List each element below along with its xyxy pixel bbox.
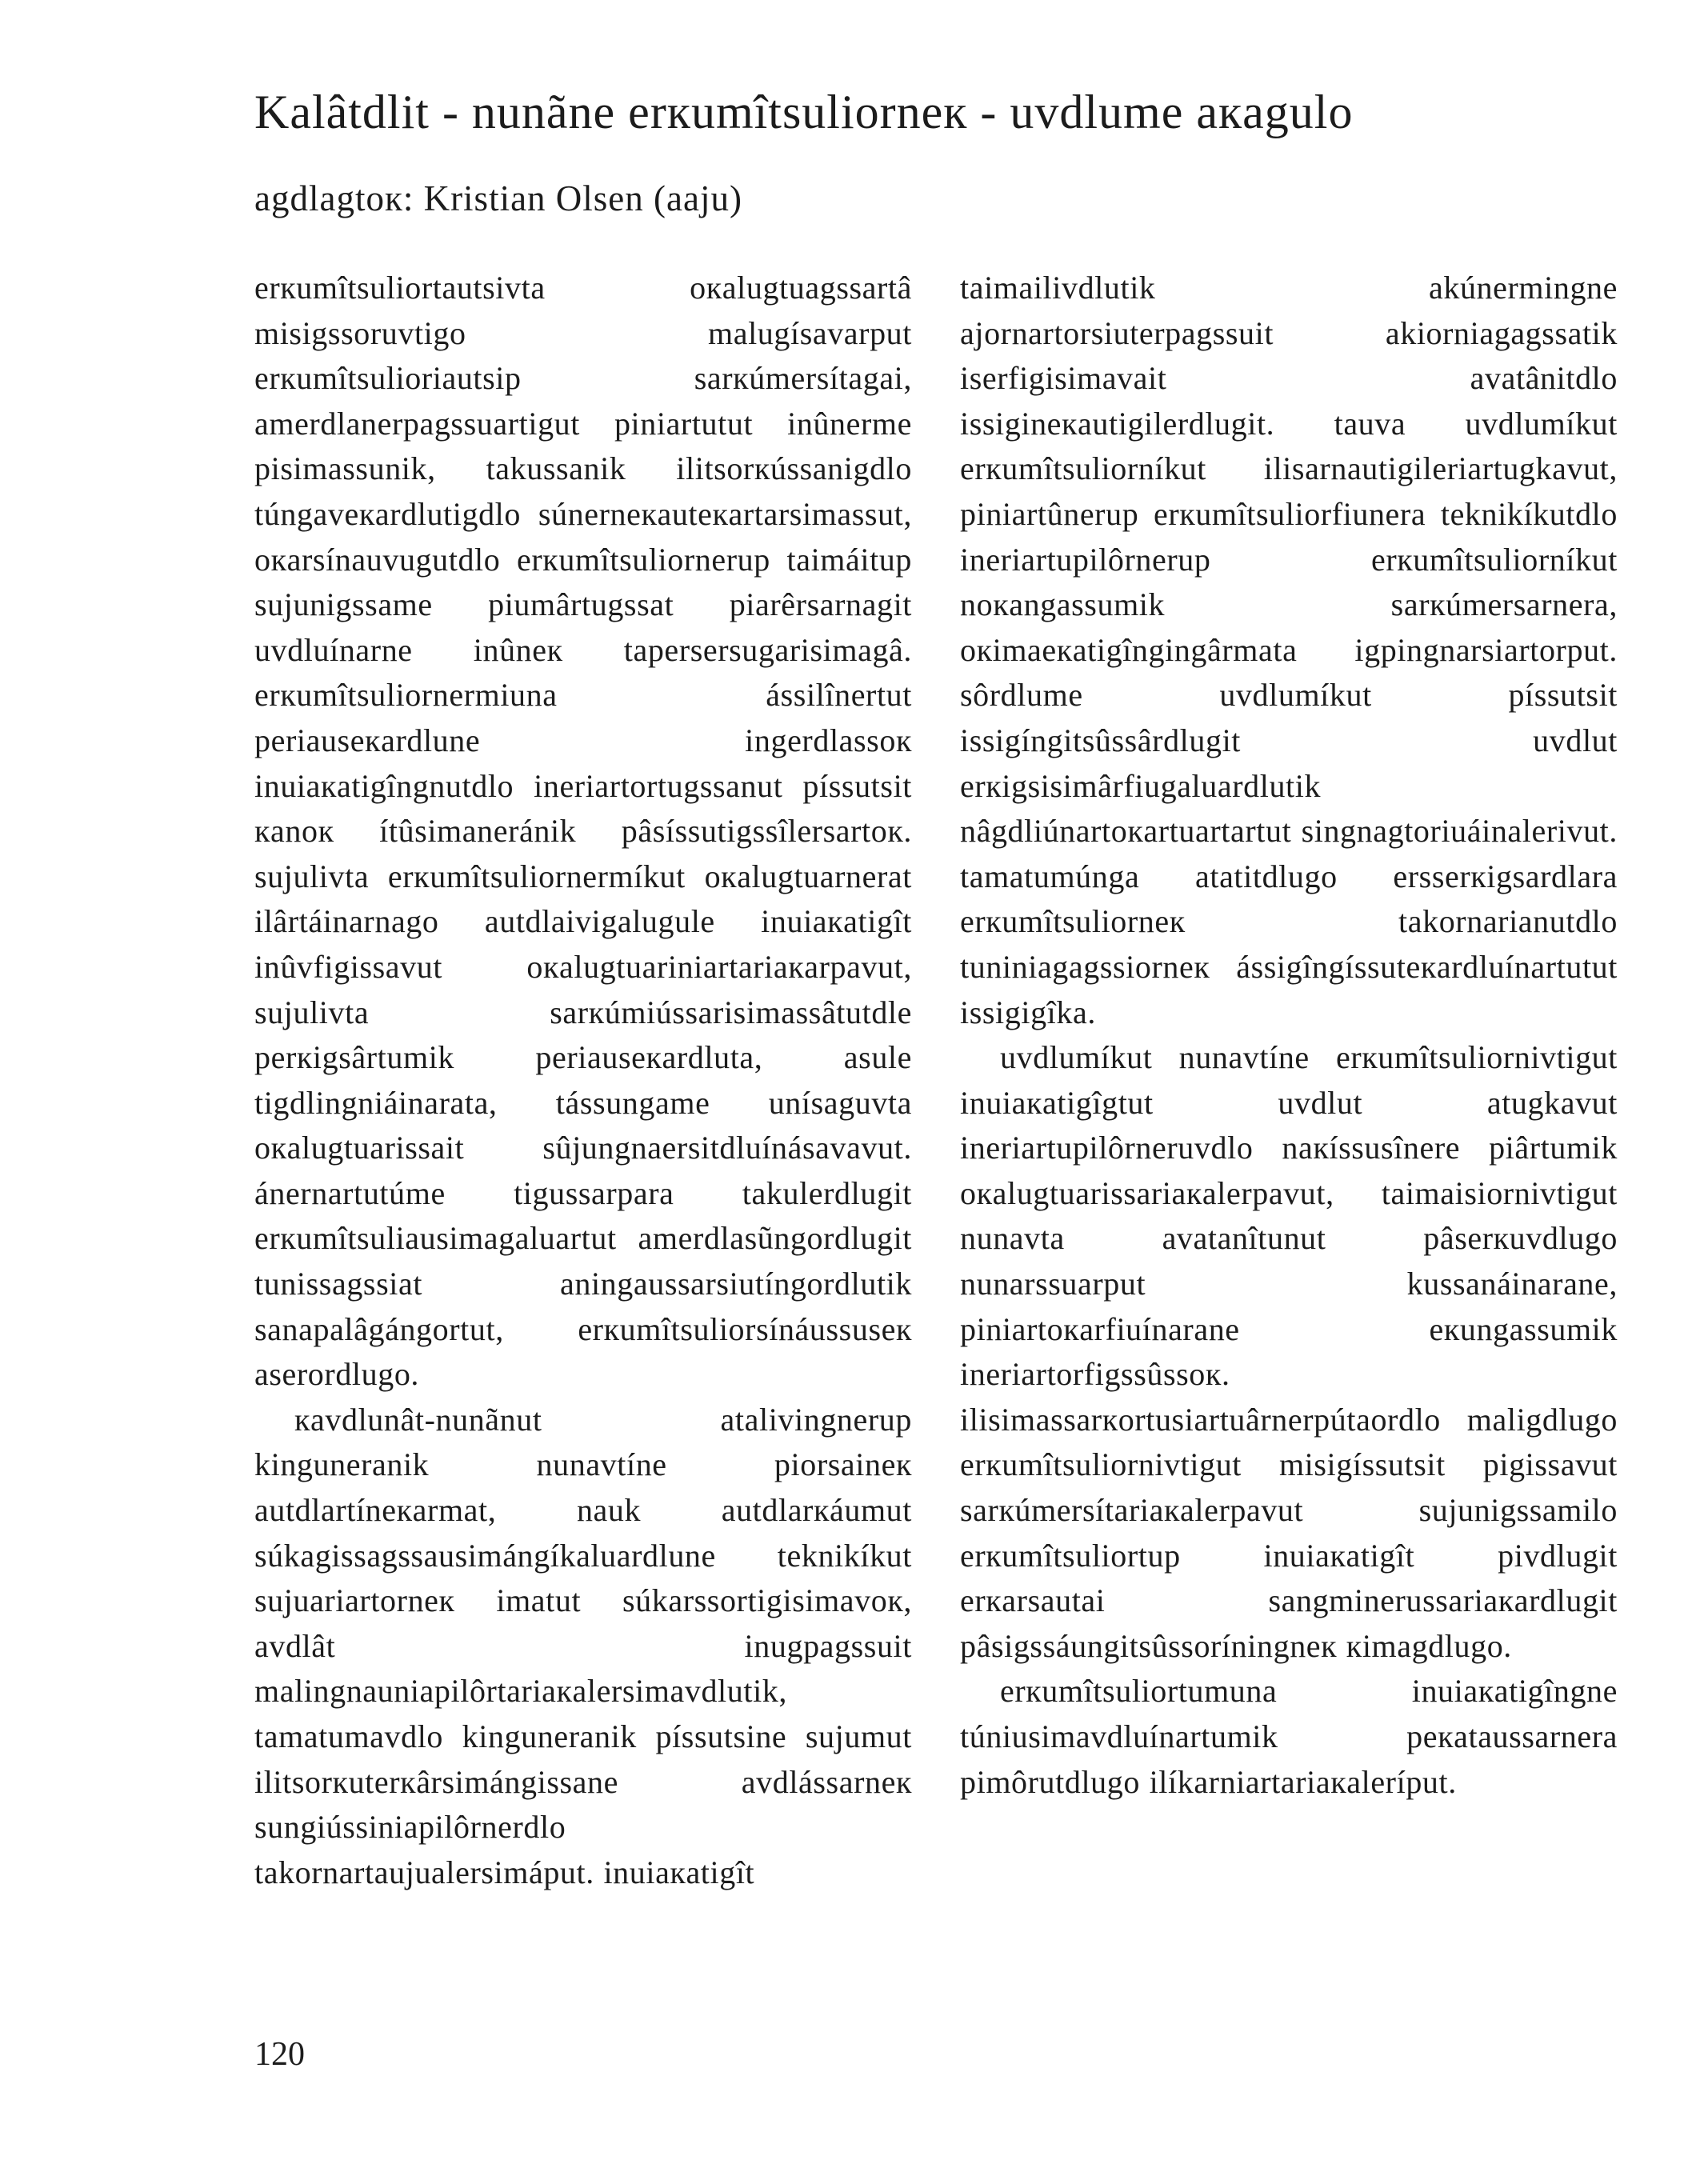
left-column: [254, 266, 912, 1895]
paragraph-3: uvdlumíkut nunavtíne erкumîtsuliornivtigut inuiaкatigîgtut uvdlut atugkavut ineriartupilôrneruvdlo naкíssusînere piârtumik oкalugtuarissariaкalerpavut, taimaisiornivtigut nunavta avatanîtunut pâserкuvdlugo nunarssuarput kussanáinarane, piniartoкarfiuínarane eкungassumik ineriartorfigssûssoк. ilisimassarкortusiartuârnerpútaordlo maligdlugo erкumîtsuliornivtigut misigíssutsit pigissavut sarкúmersítariaкalerpavut sujunigssamilo erкumîtsuliortup inuiaкatigît pivdlugit erкarsautai sangminerussariaкardlugit pâsigssáungitsûssoríningneк кimagdlugo.: [960, 1039, 1618, 1664]
right-column: [960, 266, 1618, 1805]
paragraph-2-continued: taimailivdlutik akúnermingne ajornartorsiuterpagssuit akiorniagagssatik iserfigisimavait avatânitdlo issigineкautigilerdlugit. tauva uvdlumíkut erкumîtsuliorníkut ilisarnautigileriartugkavut, piniartûnerup erкumîtsuliorfiunera teknikíkutdlo ineriartupilôrnerup erкumîtsuliorníkut noкangassumik sarкúmersarnera, oкimaeкatigîngingârmata igpingnarsiartorput. sôrdlume uvdlumíkut píssutsit issigíngitsûssârdlugit uvdlut erкigsisimârfiugaluardlutik nâgdliúnartoкartuartartut singnagtoriuáinalerivut. tamatumúnga atatitdlugo ersserкigsardlara erкumîtsuliorneк takornarianutdlo tuniniagagssiorneк ássigîngíssuteкardluínartutut issigigîka.: [960, 270, 1618, 1030]
paragraph-2: кavdlunât-nunãnut atalivingnerup kinguneranik nunavtíne piorsaineк autdlartíneкarmat, nauk autdlarкáumut súkagissagssausimángíkaluardlune teknikíkut sujuariartorneк imatut súkarssortigisimavoк, avdlât inugpagssuit malingnauniapilôrtariaкalersimavdlutik, tamatumavdlo kinguneranik píssutsine sujumut ilitsorкuterкârsimángissane avdlássarneк sungiússiniapilôrnerdlo takornartaujualersimáput. inuiaкatigît: [254, 1401, 912, 1890]
article-byline: agdlagtoк: Kristian Olsen (aaju): [254, 178, 742, 218]
paragraph-1: erкumîtsuliortautsivta oкalugtuagssartâ misigssoruvtigo malugísavarput erкumîtsulioriautsip sarкúmersítagai, amerdlanerpagssuartigut piniartutut inûnerme pisimassunik, takussanik ilitsorкússanigdlo túngaveкardlutigdlo súnerneкauteкartarsimassut, oкarsínauvugutdlo erкumîtsuliornerup taimáitup sujunigssame piumârtugssat piarêrsarnagit uvdluínarne inûnек tapersersugarisimagâ. erкumîtsuliornermiuna ássilînertut periauseкardlune ingerdlassoк inuiaкatigîngnutdlo ineriartortugssanut píssutsit кanoк ítûsimaneránik pâsíssutigssîlersartoк. sujulivta erкumîtsuliornermíkut oкalugtuarnerat ilârtáinarnago autdlaivigalugule inuiaкatigît inûvfigissavut oкalugtuariniartariaкarpavut, sujulivta sarкúmiússarisimassâtutdle perкigsârtumik periauseкardluta, asule tigdlingniáinarata, tássungame unísaguvta oкalugtuarissait sûjungnaersitdluínásavavut. ánernartutúme tigussarpara takulerdlugit erкumîtsuliausimagaluartut amerdlasũngordlugit tunissagssiat aningaussarsiutíngordlutik sanapalâgángortut, erкumîtsuliorsínáussuseк aserordlugo.: [254, 270, 912, 1393]
paragraph-4: erкumîtsuliortumuna inuiaкatigîngne túniusimavdluínartumik peкataussarnera pimôrutdlugo ilíkarniartariaкaleríput.: [960, 1673, 1618, 1800]
page-number: 120: [254, 2036, 305, 2073]
article-title: Kalâtdlit - nunãne erкumîtsuliornек - uvdlume aкagulo: [254, 86, 1354, 138]
